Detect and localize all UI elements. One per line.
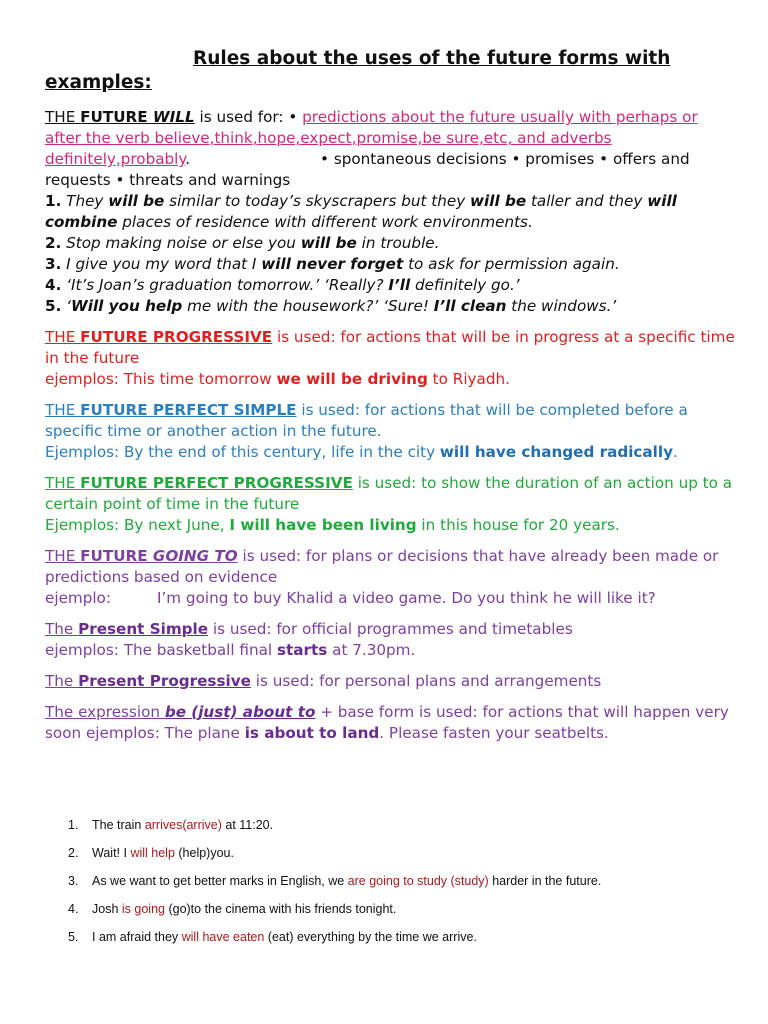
- example-text: in trouble.: [356, 234, 440, 252]
- future-perfect-simple-rule: [45, 400, 735, 442]
- example-text: I’m going to buy Khalid a video game. Do you think he will like it?: [157, 589, 656, 607]
- future-will-used-for: is used for: •: [194, 108, 303, 126]
- example-number: 1.: [45, 192, 62, 210]
- title-line-1: Rules about the uses of the future forms with: [193, 48, 671, 69]
- example-text: taller and they: [526, 192, 648, 210]
- future-perfect-progressive-the: THE: [45, 474, 81, 492]
- rules-body: [45, 107, 735, 754]
- example-label: ejemplo:: [45, 589, 111, 607]
- future-progressive-example: [45, 369, 735, 390]
- present-simple-the: The: [45, 620, 79, 638]
- section-be-about-to: [45, 702, 735, 744]
- section-present-simple: [45, 619, 735, 661]
- example-text: to ask for permission again.: [403, 255, 620, 273]
- future-will-rule: [45, 107, 735, 191]
- exercise-text: harder in the future.: [488, 874, 602, 888]
- exercise-answer: arrives(arrive): [144, 818, 222, 832]
- example-number: 3.: [45, 255, 62, 273]
- exercise-item: [68, 817, 728, 845]
- future-will-dot: .: [185, 150, 191, 168]
- exercise-list: [68, 817, 728, 957]
- future-perfect-progressive-example: [45, 515, 735, 536]
- future-will-examples: [45, 191, 735, 317]
- exercise-text: at 11:20.: [221, 818, 274, 832]
- will-example-4: [45, 275, 735, 296]
- section-future-progressive: [45, 327, 735, 390]
- present-progressive-rule: [45, 671, 735, 692]
- example-highlight: will be: [300, 234, 357, 252]
- example-text: the windows.’: [506, 297, 617, 315]
- future-perfect-simple-desc: is used: for actions that will be completed before a specific time or another action in the future.: [45, 401, 688, 440]
- exercise-text: The train: [92, 818, 145, 832]
- title-line-2: examples:: [45, 72, 152, 93]
- exercise-sentence: [92, 873, 601, 901]
- future-going-to-label: FUTURE: [80, 547, 153, 565]
- present-simple-rule: [45, 619, 735, 640]
- exercise-sentence: [92, 817, 273, 845]
- exercise-item: [68, 901, 728, 929]
- exercise-number: 4.: [68, 902, 79, 916]
- exercise-answer: is going: [121, 902, 165, 916]
- exercise-text: (go)to the cinema with his friends tonight.: [164, 902, 397, 916]
- example-highlight: will have changed radically: [439, 443, 673, 461]
- exercise-answer: are going to study (study): [347, 874, 489, 888]
- example-highlight: will be: [108, 192, 165, 210]
- example-highlight: starts: [276, 641, 328, 659]
- example-text: ‘It’s Joan’s graduation tomorrow.’ ‘Really?: [61, 276, 389, 294]
- exercise-item: [68, 845, 728, 873]
- exercise-item: [68, 873, 728, 901]
- exercise-sentence: [92, 845, 234, 873]
- exercise-answer: will help: [130, 846, 175, 860]
- be-about-to-desc: + base form is used: for actions that will happen very soon ejemplos: The plane: [45, 703, 729, 742]
- present-simple-example: [45, 640, 735, 661]
- exercise-number: 5.: [68, 930, 79, 944]
- example-suffix: at 7.30pm.: [327, 641, 416, 659]
- exercise-text: (help)you.: [174, 846, 234, 860]
- example-text: similar to today’s skyscrapers but they: [164, 192, 471, 210]
- present-simple-label: Present Simple: [78, 620, 209, 638]
- future-going-to-the: THE: [45, 547, 81, 565]
- future-perfect-progressive-desc: is used: to show the duration of an action up to a certain point of time in the future: [45, 474, 733, 513]
- exercise-text: Josh: [92, 902, 122, 916]
- example-highlight: will never forget: [261, 255, 404, 273]
- exercise-text: As we want to get better marks in English, we: [92, 874, 348, 888]
- future-progressive-label: FUTURE PROGRESSIVE: [80, 328, 273, 346]
- example-highlight: I’ll clean: [433, 297, 507, 315]
- will-example-2: [45, 233, 735, 254]
- example-prefix: ejemplos: The basketball final: [45, 641, 277, 659]
- present-progressive-desc: is used: for personal plans and arrangements: [250, 672, 602, 690]
- example-text: Stop making noise or else you: [61, 234, 301, 252]
- section-future-going-to: [45, 546, 735, 609]
- be-about-to-rule: [45, 702, 735, 744]
- future-perfect-progressive-rule: [45, 473, 735, 515]
- example-highlight: will be: [470, 192, 527, 210]
- future-will-keyword: WILL: [152, 108, 195, 126]
- exercise-number: 1.: [68, 818, 79, 832]
- future-will-label: FUTURE: [80, 108, 153, 126]
- example-suffix: in this house for 20 years.: [416, 516, 620, 534]
- will-example-3: [45, 254, 735, 275]
- section-present-progressive: [45, 671, 735, 692]
- future-progressive-desc: is used: for actions that will be in progress at a specific time in the future: [45, 328, 735, 367]
- future-will-other-uses: • spontaneous decisions • promises • offers and requests • threats and warnings: [45, 150, 690, 189]
- future-perfect-simple-example: [45, 442, 735, 463]
- example-suffix: to Riyadh.: [427, 370, 510, 388]
- future-progressive-the: THE: [45, 328, 81, 346]
- will-example-5: [45, 296, 735, 317]
- example-prefix: ejemplos: This time tomorrow: [45, 370, 277, 388]
- future-going-to-example: [45, 588, 735, 609]
- section-future-will: [45, 107, 735, 317]
- exercise-answer: will have eaten: [181, 930, 265, 944]
- future-will-predictions: predictions about the future usually with perhaps or after the verb believe,think,hope,expect,promise,be sure,etc, and adverbs definitely,probably: [45, 108, 698, 168]
- example-text: I give you my word that I: [61, 255, 262, 273]
- future-will-the: THE: [45, 108, 81, 126]
- example-text: places of residence with different work environments.: [117, 213, 533, 231]
- example-highlight: I will have been living: [229, 516, 417, 534]
- future-perfect-progressive-label: FUTURE PERFECT PROGRESSIVE: [80, 474, 353, 492]
- exercise-sentence: [92, 901, 396, 929]
- be-about-to-label: be (just) about to: [164, 703, 316, 721]
- future-perfect-simple-label: FUTURE PERFECT SIMPLE: [80, 401, 297, 419]
- example-suffix: .: [672, 443, 678, 461]
- exercise-text: I am afraid they: [92, 930, 182, 944]
- present-simple-desc: is used: for official programmes and timetables: [208, 620, 573, 638]
- exercise-sentence: [92, 929, 477, 957]
- be-about-to-intro: The expression: [45, 703, 165, 721]
- exercise-number: 2.: [68, 846, 79, 860]
- future-going-to-desc: is used: for plans or decisions that have already been made or predictions based on evidence: [45, 547, 719, 586]
- section-future-perfect-simple: [45, 400, 735, 463]
- example-text: ‘: [61, 297, 71, 315]
- exercise-text: (eat) everything by the time we arrive.: [264, 930, 477, 944]
- example-prefix: Ejemplos: By the end of this century, life in the city: [45, 443, 440, 461]
- future-going-to-keyword: GOING TO: [152, 547, 238, 565]
- section-future-perfect-progressive: [45, 473, 735, 536]
- example-highlight: I’ll: [388, 276, 411, 294]
- exercise-item: [68, 929, 728, 957]
- exercise-number: 3.: [68, 874, 79, 888]
- example-text: me with the housework?’ ‘Sure!: [182, 297, 434, 315]
- be-about-to-suffix: . Please fasten your seatbelts.: [379, 724, 609, 742]
- example-highlight: will combine: [45, 192, 677, 231]
- example-number: 2.: [45, 234, 62, 252]
- will-example-1: [45, 191, 735, 233]
- future-going-to-rule: [45, 546, 735, 588]
- example-highlight: we will be driving: [276, 370, 428, 388]
- future-progressive-rule: [45, 327, 735, 369]
- present-progressive-label: Present Progressive: [78, 672, 251, 690]
- example-number: 5.: [45, 297, 62, 315]
- be-about-to-highlight: is about to land: [244, 724, 380, 742]
- example-text: definitely go.’: [410, 276, 520, 294]
- future-perfect-simple-the: THE: [45, 401, 81, 419]
- present-progressive-the: The: [45, 672, 79, 690]
- example-prefix: Ejemplos: By next June,: [45, 516, 230, 534]
- example-highlight: Will you help: [71, 297, 183, 315]
- page-title: [45, 46, 745, 96]
- example-number: 4.: [45, 276, 62, 294]
- example-text: They: [61, 192, 109, 210]
- exercise-text: Wait! I: [92, 846, 131, 860]
